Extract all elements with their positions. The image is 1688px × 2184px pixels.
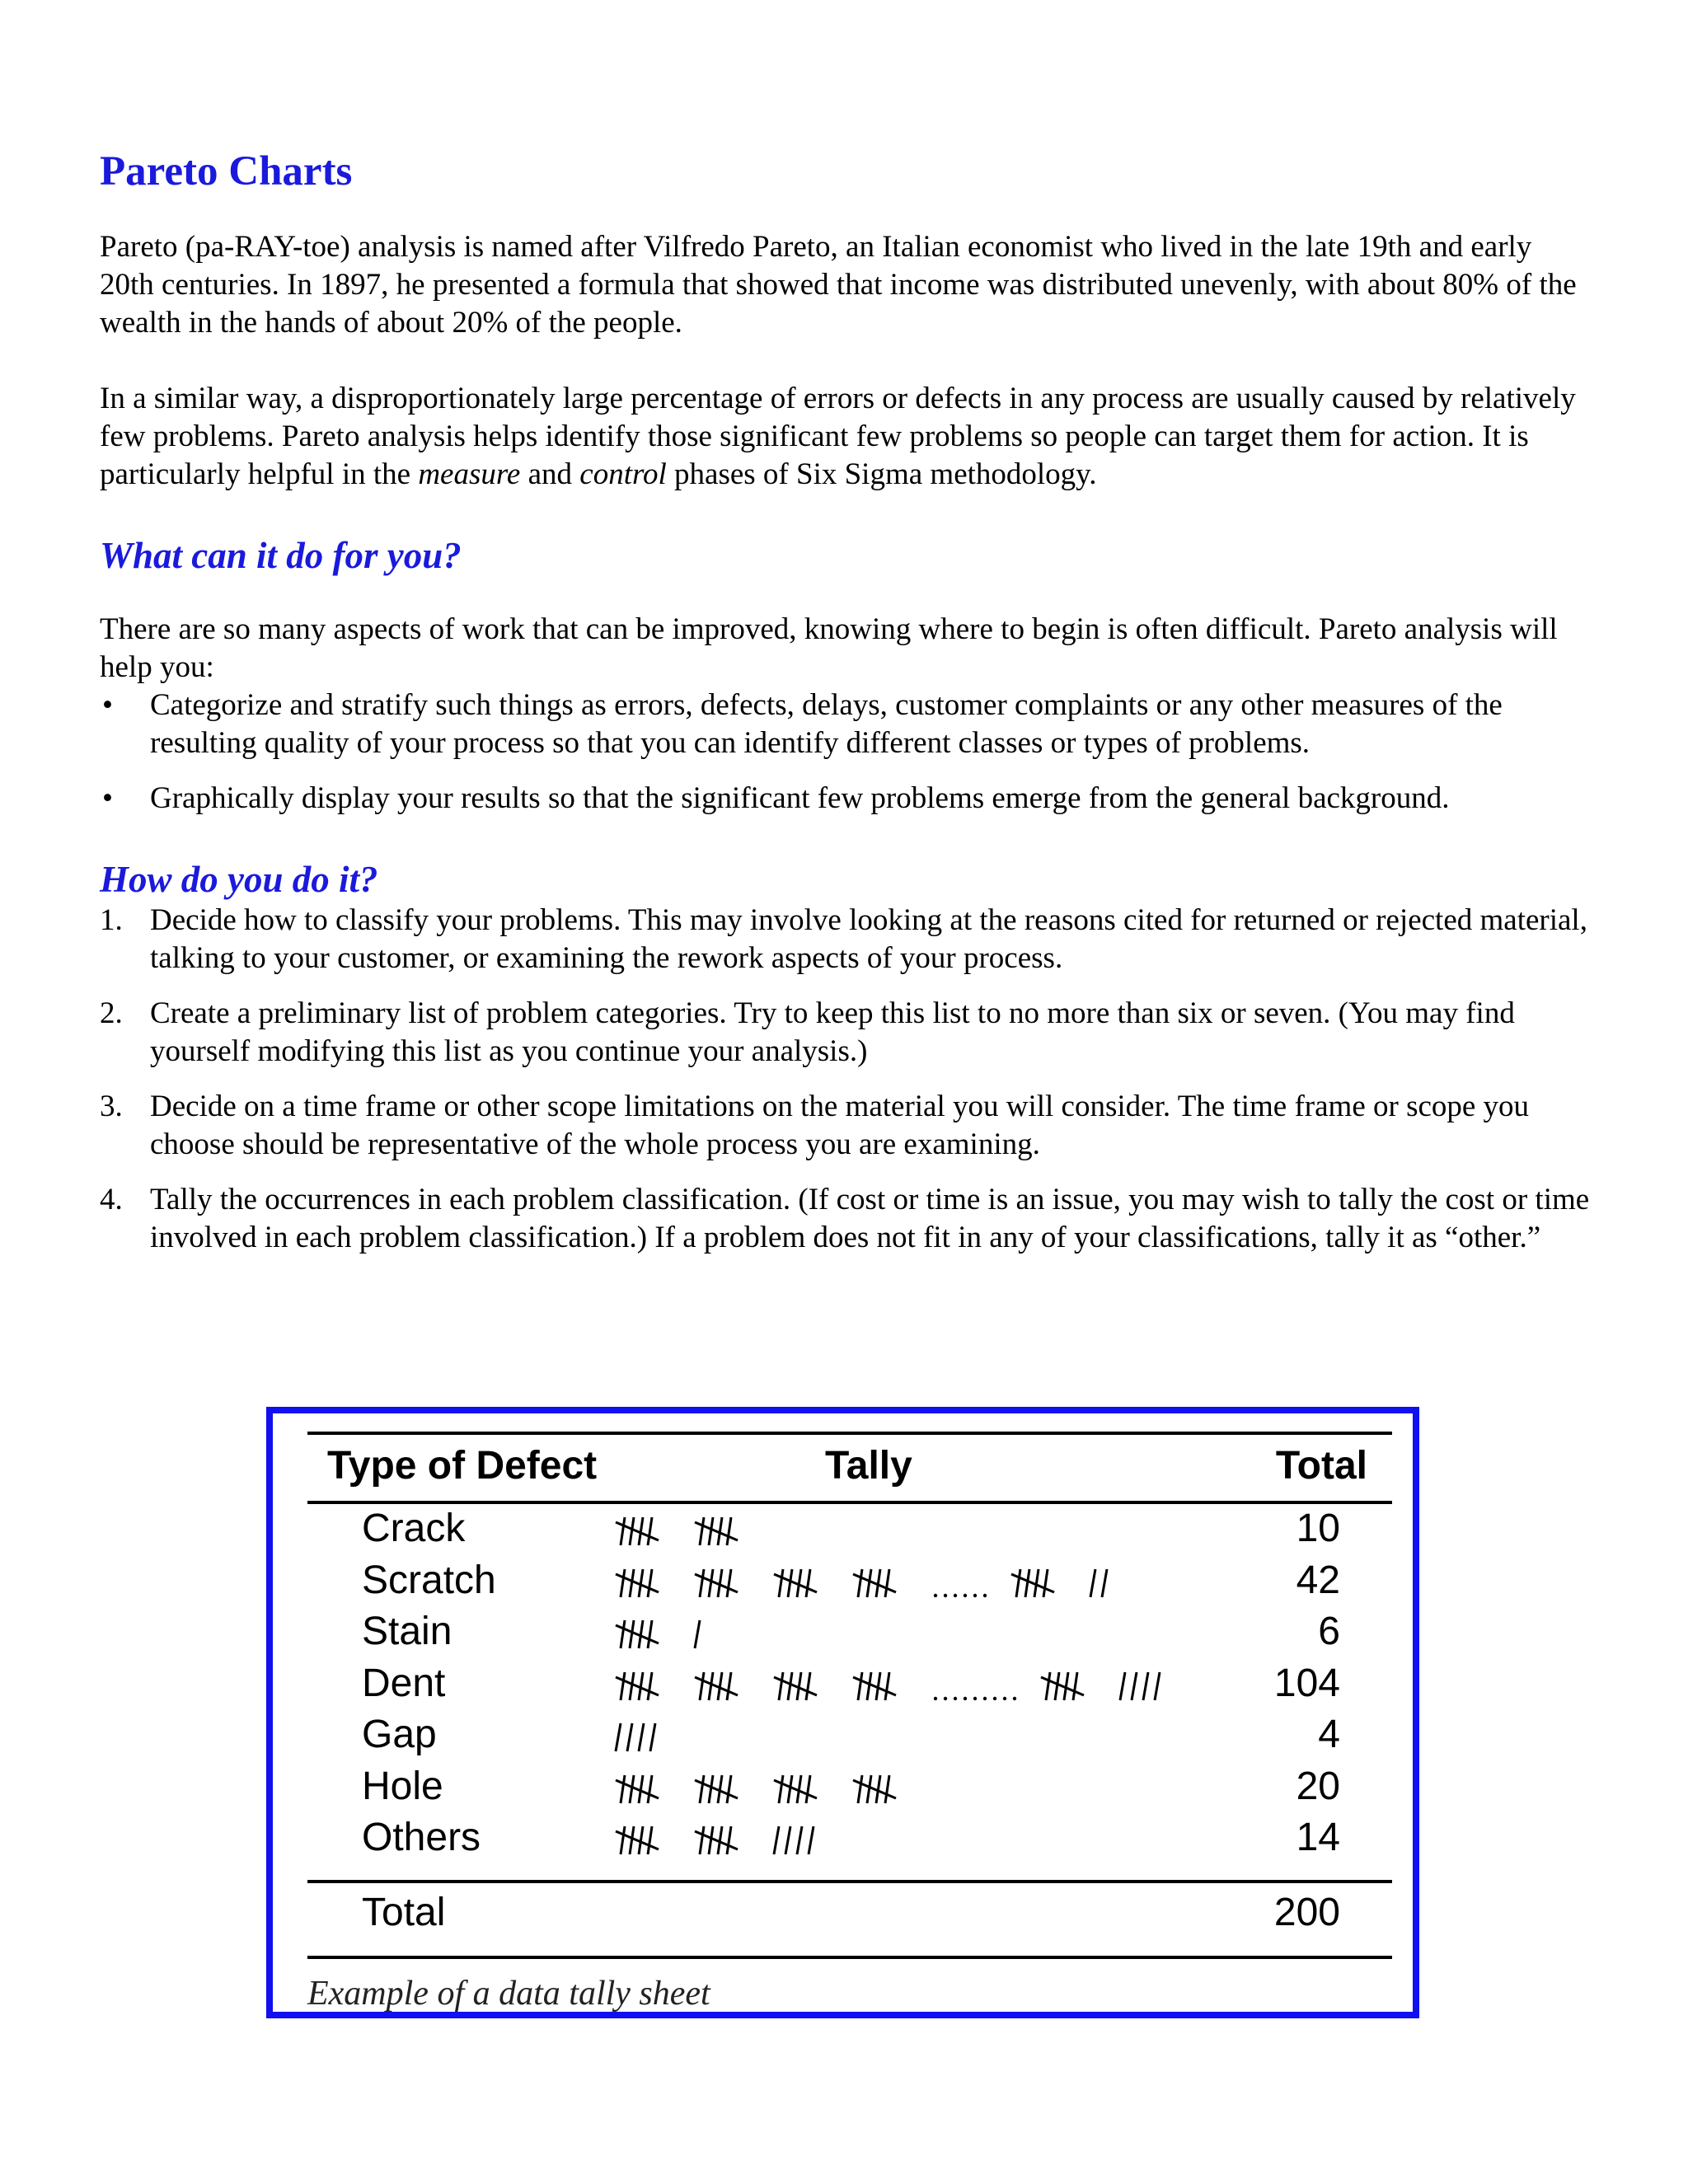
- tally-group-five: [774, 1775, 817, 1803]
- tally-stroke: [630, 1672, 634, 1700]
- tally-stroke: [648, 1569, 652, 1597]
- tally-group-five: [616, 1775, 659, 1803]
- ellipsis-dot: [954, 1593, 957, 1596]
- tally-stroke: [727, 1826, 731, 1854]
- table-row: [273, 1815, 1413, 1866]
- table-rule-total: [307, 1880, 1392, 1883]
- tally-stroke: [621, 1826, 625, 1854]
- tally-stroke-single: [1132, 1672, 1137, 1700]
- tally-group-five: [616, 1569, 659, 1597]
- tally-stroke: [648, 1620, 652, 1648]
- list-item-text: Graphically display your results so that the significant few problems emerge from the general background.: [150, 781, 1450, 816]
- ellipsis-dot: [1003, 1696, 1006, 1699]
- tally-stroke-single: [616, 1723, 621, 1751]
- tally-stroke: [709, 1569, 713, 1597]
- tally-stroke-single: [797, 1826, 802, 1854]
- tally-stroke: [630, 1826, 634, 1854]
- tally-stroke-single: [1120, 1672, 1125, 1700]
- ellipsis-dot: [973, 1593, 977, 1596]
- intro-text-part: phases of Six Sigma methodology.: [666, 457, 1097, 492]
- tally-stroke: [700, 1775, 704, 1803]
- tally-stroke: [648, 1826, 652, 1854]
- defect-total: 10: [1296, 1507, 1340, 1550]
- ellipsis-dot: [1013, 1696, 1016, 1699]
- page-title: Pareto Charts: [100, 148, 353, 194]
- tally-stroke: [885, 1672, 889, 1700]
- table-row: [273, 1712, 1413, 1763]
- tally-stroke: [630, 1569, 634, 1597]
- tally-stroke: [621, 1620, 625, 1648]
- ellipsis-dot: [934, 1593, 937, 1596]
- tally-stroke: [621, 1569, 625, 1597]
- step-number: 1.: [100, 903, 123, 938]
- tally-stroke: [621, 1672, 625, 1700]
- ellipsis-dot: [964, 1696, 967, 1699]
- tally-stroke: [779, 1775, 783, 1803]
- tally-stroke: [1016, 1569, 1020, 1597]
- column-header-type: Type of Defect: [327, 1444, 598, 1488]
- defect-type: Gap: [362, 1713, 437, 1756]
- tally-group-five: [774, 1672, 817, 1700]
- tally-group-five: [695, 1569, 738, 1597]
- step-text: Decide on a time frame or other scope limitations on the material you will consider. The time frame or scope you choose should be representative of the whole process you are examining.: [150, 1090, 1530, 1162]
- tally-stroke: [858, 1672, 862, 1700]
- defect-type: Dent: [362, 1661, 446, 1705]
- emphasis-measure: measure: [418, 457, 521, 492]
- defect-type: Crack: [362, 1507, 466, 1550]
- tally-stroke: [700, 1569, 704, 1597]
- tally-stroke: [779, 1569, 783, 1597]
- step-number: 2.: [100, 996, 123, 1031]
- tally-marks: [612, 1610, 1255, 1657]
- tally-stroke-single: [1102, 1569, 1107, 1597]
- emphasis-control: control: [579, 457, 667, 492]
- tally-stroke-single: [774, 1826, 779, 1854]
- intro-paragraph-2: [100, 380, 1592, 494]
- tally-stroke: [630, 1620, 634, 1648]
- ellipsis-dot: [983, 1593, 987, 1596]
- table-row: [273, 1764, 1413, 1815]
- benefits-list: [100, 687, 1592, 818]
- tally-stroke-single: [1143, 1672, 1148, 1700]
- list-item: [100, 995, 1592, 1071]
- tally-stroke: [867, 1775, 871, 1803]
- tally-group-five: [695, 1672, 738, 1700]
- tally-stroke: [788, 1569, 792, 1597]
- tally-stroke: [858, 1775, 862, 1803]
- ellipsis-dot: [983, 1696, 987, 1699]
- tally-marks: [612, 1662, 1255, 1708]
- tally-stroke-single: [809, 1826, 814, 1854]
- list-item: [100, 687, 1592, 762]
- defect-total: 42: [1296, 1558, 1340, 1602]
- bullet-marker: •: [102, 688, 113, 723]
- tally-group-five: [616, 1620, 659, 1648]
- defect-type: Stain: [362, 1610, 452, 1653]
- ellipsis-dot: [954, 1696, 957, 1699]
- tally-stroke: [806, 1672, 810, 1700]
- list-item: [100, 1181, 1592, 1257]
- tally-stroke: [700, 1517, 704, 1545]
- document-body: [100, 147, 1592, 1257]
- section1-paragraph: There are so many aspects of work that can be improved, knowing where to begin is often difficult. Pareto analysis will help you:: [100, 612, 1558, 685]
- tally-marks: [612, 1713, 1255, 1760]
- tally-stroke: [867, 1569, 871, 1597]
- ellipsis-dot: [964, 1593, 967, 1596]
- tally-stroke: [885, 1569, 889, 1597]
- intro-text-part: and: [520, 457, 580, 492]
- tally-stroke: [648, 1517, 652, 1545]
- tally-group-five: [1041, 1672, 1084, 1700]
- table-row: [273, 1661, 1413, 1712]
- intro-paragraph-1: Pareto (pa-RAY-toe) analysis is named after Vilfredo Pareto, an Italian economist who lived in the late 19th and early 20th centuries. In 1897, he presented a formula that showed that income was distributed unevenly, with about 80% of the wealth in the hands of about 20% of the people.: [100, 230, 1577, 340]
- defect-total: 4: [1318, 1713, 1340, 1756]
- column-header-tally: Tally: [825, 1444, 912, 1488]
- tally-stroke: [1055, 1672, 1059, 1700]
- table-rule-bottom: [307, 1956, 1392, 1959]
- tally-stroke: [700, 1826, 704, 1854]
- tally-stroke: [621, 1775, 625, 1803]
- section-heading-what: What can it do for you?: [100, 535, 462, 577]
- total-label: Total: [362, 1891, 446, 1934]
- tally-stroke-single: [650, 1723, 655, 1751]
- step-number: 3.: [100, 1090, 123, 1124]
- bullet-marker: •: [102, 781, 113, 816]
- table-rule-top: [307, 1432, 1392, 1435]
- tally-sheet-figure: [266, 1407, 1419, 2018]
- tally-stroke: [1046, 1672, 1050, 1700]
- tally-stroke: [1073, 1672, 1077, 1700]
- tally-stroke: [779, 1672, 783, 1700]
- step-text: Decide how to classify your problems. This may involve looking at the reasons cited for returned or rejected material, talking to your customer, or examining the rework aspects of your process.: [150, 903, 1587, 976]
- list-item-text: Categorize and stratify such things as errors, defects, delays, customer complaints or any other measures of the resulting quality of your process so that you can identify different classes or types of problems.: [150, 688, 1503, 761]
- total-row: [273, 1890, 1413, 1941]
- tally-stroke-single: [785, 1826, 790, 1854]
- tally-group-five: [695, 1517, 738, 1545]
- tally-group-five: [1011, 1569, 1054, 1597]
- tally-group-five: [853, 1672, 896, 1700]
- tally-stroke-single: [1155, 1672, 1160, 1700]
- list-item: [100, 1088, 1592, 1164]
- tally-stroke: [788, 1775, 792, 1803]
- tally-stroke: [709, 1826, 713, 1854]
- tally-stroke-single: [695, 1620, 700, 1648]
- defect-total: 20: [1296, 1764, 1340, 1808]
- tally-stroke: [727, 1569, 731, 1597]
- intro-text-part: In a similar way, a disproportionately large percentage of errors or defects in any process are usually caused by relatively few problems. Pareto analysis helps identify those significant few problems so people can target them for action. It is particularly helpful in the: [100, 382, 1576, 492]
- tally-group-five: [774, 1569, 817, 1597]
- ellipsis-dot: [993, 1696, 996, 1699]
- tally-marks: [612, 1765, 1255, 1811]
- tally-stroke: [1043, 1569, 1048, 1597]
- tally-stroke-single: [1090, 1569, 1095, 1597]
- tally-stroke: [885, 1775, 889, 1803]
- ellipsis-dot: [944, 1696, 947, 1699]
- defect-type: Others: [362, 1816, 481, 1859]
- tally-stroke: [630, 1517, 634, 1545]
- defect-total: 6: [1318, 1610, 1340, 1653]
- tally-stroke-single: [639, 1723, 644, 1751]
- tally-stroke: [709, 1517, 713, 1545]
- tally-group-five: [616, 1517, 659, 1545]
- table-row: [273, 1558, 1413, 1609]
- column-header-total: Total: [1275, 1444, 1367, 1488]
- defect-type: Hole: [362, 1764, 443, 1808]
- step-text: Tally the occurrences in each problem classification. (If cost or time is an issue, you may wish to tally the cost or time involved in each problem classification.) If a problem does not fit in any of your classifications, tally it as “other.”: [150, 1183, 1590, 1255]
- tally-stroke: [648, 1672, 652, 1700]
- tally-marks: [612, 1816, 1255, 1863]
- tally-stroke: [806, 1569, 810, 1597]
- tally-stroke: [700, 1672, 704, 1700]
- ellipsis-dot: [944, 1593, 947, 1596]
- tally-group-five: [695, 1826, 738, 1854]
- tally-stroke: [727, 1775, 731, 1803]
- step-text: Create a preliminary list of problem categories. Try to keep this list to no more than six or seven. (You may find yourself modifying this list as you continue your analysis.): [150, 996, 1515, 1069]
- defect-total: 104: [1273, 1661, 1340, 1705]
- tally-stroke: [630, 1775, 634, 1803]
- table-rule-header: [307, 1501, 1392, 1504]
- tally-stroke: [806, 1775, 810, 1803]
- tally-stroke: [788, 1672, 792, 1700]
- tally-group-five: [695, 1775, 738, 1803]
- tally-stroke: [727, 1672, 731, 1700]
- tally-stroke: [709, 1775, 713, 1803]
- tally-marks: [612, 1559, 1255, 1605]
- ellipsis-dot: [934, 1696, 937, 1699]
- table-row: [273, 1609, 1413, 1660]
- tally-stroke: [1025, 1569, 1029, 1597]
- tally-stroke: [867, 1672, 871, 1700]
- tally-group-five: [616, 1672, 659, 1700]
- step-number: 4.: [100, 1183, 123, 1217]
- total-value: 200: [1273, 1891, 1340, 1934]
- table-row: [273, 1506, 1413, 1557]
- section-heading-how: How do you do it?: [100, 859, 378, 901]
- tally-stroke: [858, 1569, 862, 1597]
- defect-total: 14: [1296, 1816, 1340, 1859]
- figure-caption: Example of a data tally sheet: [307, 1975, 710, 2013]
- steps-list: [100, 902, 1592, 1257]
- tally-stroke: [648, 1775, 652, 1803]
- tally-group-five: [616, 1826, 659, 1854]
- ellipsis-dot: [973, 1696, 977, 1699]
- tally-group-five: [853, 1775, 896, 1803]
- defect-type: Scratch: [362, 1558, 496, 1602]
- tally-stroke: [621, 1517, 625, 1545]
- tally-marks: [612, 1507, 1255, 1554]
- tally-stroke: [727, 1517, 731, 1545]
- tally-group-five: [853, 1569, 896, 1597]
- list-item: [100, 902, 1592, 977]
- list-item: [100, 780, 1592, 818]
- tally-stroke: [709, 1672, 713, 1700]
- tally-stroke-single: [627, 1723, 632, 1751]
